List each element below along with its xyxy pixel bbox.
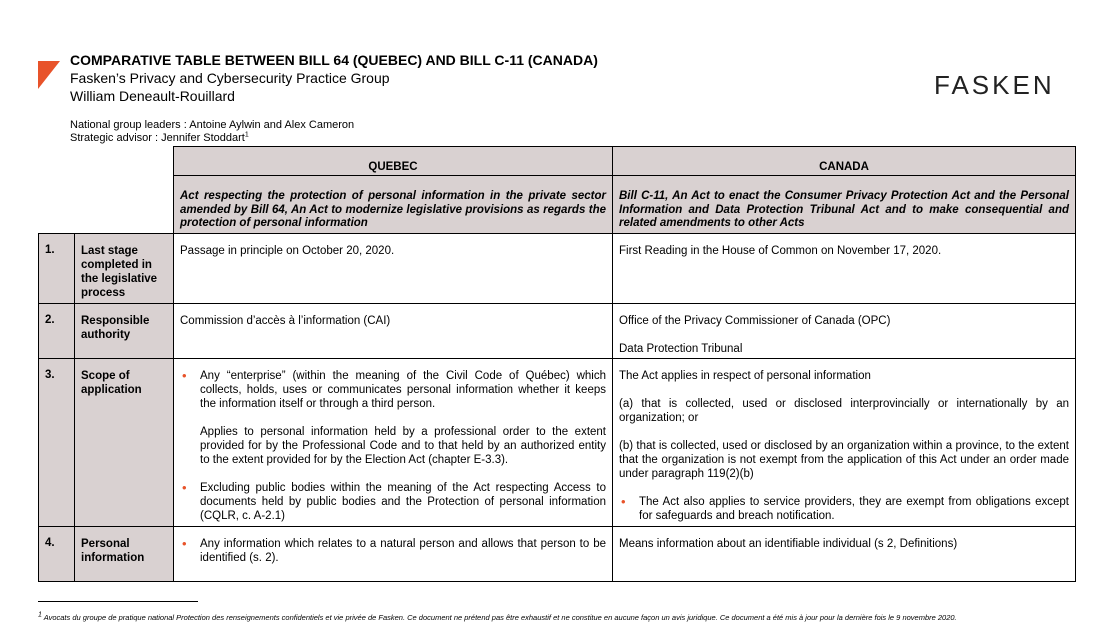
quebec-act-title xyxy=(174,176,613,234)
canada-cell: Means information about an identifiable individual (s 2, Definitions) xyxy=(613,526,1076,581)
canada-paragraph: (b) that is collected, used or disclosed by an organization within a province, to the extent that the organization is not exempt from the application of this Act under an order made under paragraph 119(2)(b) xyxy=(619,439,1069,480)
row-number: 1. xyxy=(39,233,75,303)
bullet-item: • Excluding public bodies within the meaning of the Act respecting Access to documents held by public bodies and the Protection of personal information (CQLR, c. A-2.1) xyxy=(180,481,606,523)
table-row xyxy=(39,233,1076,303)
group-leaders: National group leaders : Antoine Aylwin and Alex Cameron xyxy=(70,119,355,131)
table-row xyxy=(39,526,1076,581)
canada-cell xyxy=(613,358,1076,526)
strategic-advisor xyxy=(70,132,249,144)
footnote xyxy=(38,613,957,622)
bullet-text: Applies to personal information held by a professional order to the extent provided for by the Professional Code and to that held by an authorized entity to the extent provided for by the Election Act (chapter E-3.3). xyxy=(200,425,606,466)
quebec-act-line: Act respecting the protection of personal information in the private sector xyxy=(180,190,606,202)
bullet-item: • The Act also applies to service providers, they are exempt from obligations except for safeguards and breach notification. xyxy=(619,495,1069,523)
row-label: Responsible authority xyxy=(75,303,174,358)
row-number: 3. xyxy=(39,358,75,526)
footnote-divider xyxy=(38,601,198,602)
footnote-mark: 1 xyxy=(38,611,42,619)
row-label: Personal information xyxy=(75,526,174,581)
comparison-table xyxy=(38,146,1076,582)
header-blank xyxy=(39,147,174,234)
canada-act-line: Personal Information and Data Protection Tribunal Act and to make xyxy=(619,190,1069,216)
canada-act-line: Bill C-11, An Act to enact the Consumer Privacy Protection Act and the xyxy=(619,190,1017,202)
quebec-act-line: amended by Bill 64, An Act to modernize legislative provisions as regards xyxy=(180,203,586,216)
table-row xyxy=(39,358,1076,526)
brand-triangle-icon xyxy=(38,61,60,89)
quebec-cell xyxy=(174,358,613,526)
footnote-ref: 1 xyxy=(244,131,249,139)
document-title: COMPARATIVE TABLE BETWEEN BILL 64 (QUEBEC) AND BILL C-11 (CANADA) xyxy=(70,52,598,68)
canada-paragraph: (a) that is collected, used or disclosed interprovincially or internationally by an organization; or xyxy=(619,397,1069,424)
fasken-logo: FASKEN xyxy=(934,70,1055,100)
quebec-cell xyxy=(174,526,613,581)
canada-paragraph: Data Protection Tribunal xyxy=(619,342,743,355)
canada-act-line: consequential and related amendments to other Acts xyxy=(619,203,1069,229)
canada-paragraph: Office of the Privacy Commissioner of Canada (OPC) xyxy=(619,314,891,327)
row-label: Last stage completed in the legislative process xyxy=(75,233,174,303)
bullet-item xyxy=(180,369,606,467)
row-number: 2. xyxy=(39,303,75,358)
document-author: William Deneault-Rouillard xyxy=(70,88,235,104)
canada-act-title xyxy=(613,176,1076,234)
table-row xyxy=(39,303,1076,358)
quebec-act-line: the protection of personal information xyxy=(180,203,606,229)
canada-paragraph: The Act applies in respect of personal information xyxy=(619,369,871,382)
quebec-cell: Passage in principle on October 20, 2020. xyxy=(174,233,613,303)
canada-cell xyxy=(613,303,1076,358)
bullet-item: • Any information which relates to a natural person and allows that person to be identified (s. 2). xyxy=(180,537,606,565)
column-header-canada: CANADA xyxy=(613,147,1076,176)
document-subtitle: Fasken’s Privacy and Cybersecurity Practice Group xyxy=(70,70,390,86)
advisor-text: Strategic advisor : Jennifer Stoddart xyxy=(70,132,245,144)
header-row xyxy=(39,147,1076,176)
act-row xyxy=(39,176,1076,234)
canada-cell: First Reading in the House of Common on November 17, 2020. xyxy=(613,233,1076,303)
bullet-text: • Any “enterprise” (within the meaning of the Civil Code of Québec) which collects, holds, uses or communicates personal information whether it keeps the information itself or through a third person. xyxy=(200,369,606,410)
row-label: Scope of application xyxy=(75,358,174,526)
column-header-quebec: QUEBEC xyxy=(174,147,613,176)
quebec-cell: Commission d’accès à l’information (CAI) xyxy=(174,303,613,358)
row-number: 4. xyxy=(39,526,75,581)
footnote-text: Avocats du groupe de pratique national Protection des renseignements confidentiels et vie privée de Fasken. Ce document ne prétend pas être exhaustif et ne constitue en aucune façon un avis juridique. Ce document a été mis à jour pour la dernière fois le 9 novembre 2020. xyxy=(43,613,957,622)
